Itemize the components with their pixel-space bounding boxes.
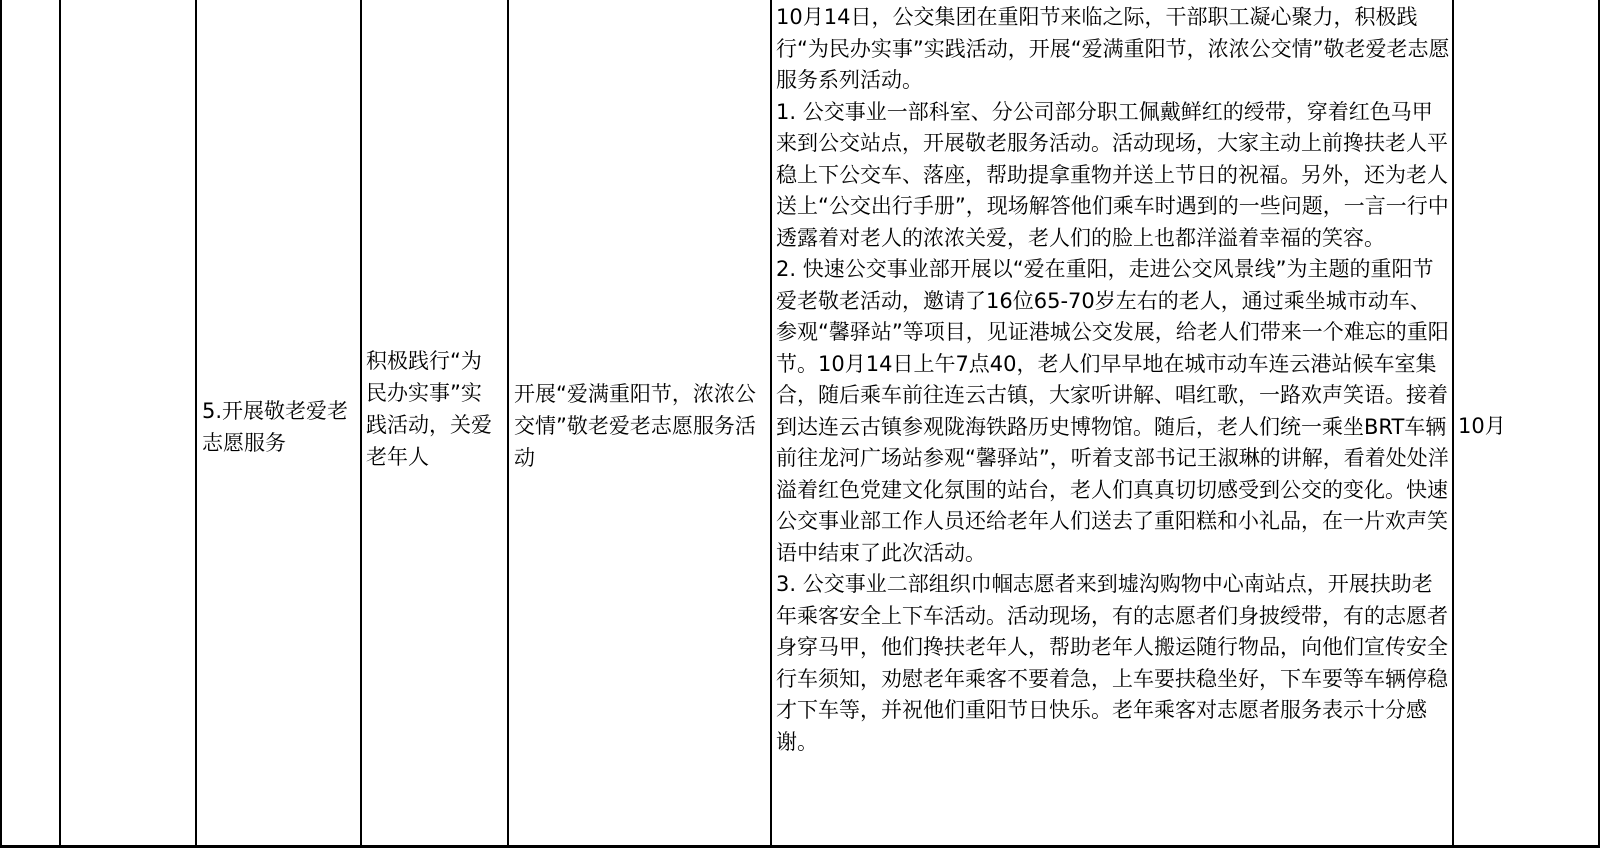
table-cell-time: 10月: [1458, 414, 1506, 438]
column-border: [360, 0, 362, 848]
details-paragraph: 2. 快速公交事业部开展以“爱在重阳，走进公交风景线”为主题的重阳节爱老敬老活动，邀请了16位65-70岁左右的老人，通过乘坐城市动车、参观“馨驿站”等项目，见证港城公交发展，给老人们带来一个难忘的重阳节。10月14日上午7点40，老人们早早地在城市动车连云港站候车室集合，随后乘车前往连云古镇，大家听讲解、唱红歌，一路欢声笑语。接着到达连云古镇参观陇海铁路历史博物馆。随后，老人们统一乘坐BRT车辆前往龙河广场站参观“馨驿站”，听着支部书记王淑琳的讲解，看着处处洋溢着红色党建文化氛围的站台，老人们真真切切感受到公交的变化。快速公交事业部工作人员还给老年人们送去了重阳糕和小礼品，在一片欢声笑语中结束了此次活动。: [776, 257, 1449, 565]
column-border: [59, 0, 61, 848]
table-cell-activity: 开展“爱满重阳节，浓浓公交情”敬老爱老志愿服务活动: [514, 382, 756, 470]
table-cell-item: 5.开展敬老爱老志愿服务: [202, 399, 349, 455]
column-border: [195, 0, 197, 848]
details-paragraph: 1. 公交事业一部科室、分公司部分职工佩戴鲜红的绶带，穿着红色马甲来到公交站点，开展敬老服务活动。活动现场，大家主动上前搀扶老人平稳上下公交车、落座，帮助提拿重物并送上节日的祝福。另外，还为老人送上“公交出行手册”，现场解答他们乘车时遇到的一些问题，一言一行中透露着对老人的浓浓关爱，老人们的脸上也都洋溢着幸福的笑容。: [776, 99, 1449, 250]
details-paragraph: 3. 公交事业二部组织巾帼志愿者来到墟沟购物中心南站点，开展扶助老年乘客安全上下车活动。活动现场，有的志愿者们身披绶带，有的志愿者身穿马甲，他们搀扶老年人，帮助老年人搬运随行物品，向他们宣传安全行车须知，劝慰老年乘客不要着急，上车要扶稳坐好，下车要等车辆停稳才下车等，并祝他们重阳节日快乐。老年乘客对志愿者服务表示十分感谢。: [776, 572, 1448, 754]
table-cell-details: [776, 2, 1450, 758]
column-border: [507, 0, 509, 848]
details-paragraph: 10月14日，公交集团在重阳节来临之际，干部职工凝心聚力，积极践行“为民办实事”实践活动，开展“爱满重阳节，浓浓公交情”敬老爱老志愿服务系列活动。: [776, 5, 1450, 92]
table-cell-goal: 积极践行“为民办实事”实践活动，关爱老年人: [366, 349, 492, 469]
column-border: [1452, 0, 1454, 848]
column-border: [770, 0, 772, 848]
column-border: [0, 0, 2, 848]
